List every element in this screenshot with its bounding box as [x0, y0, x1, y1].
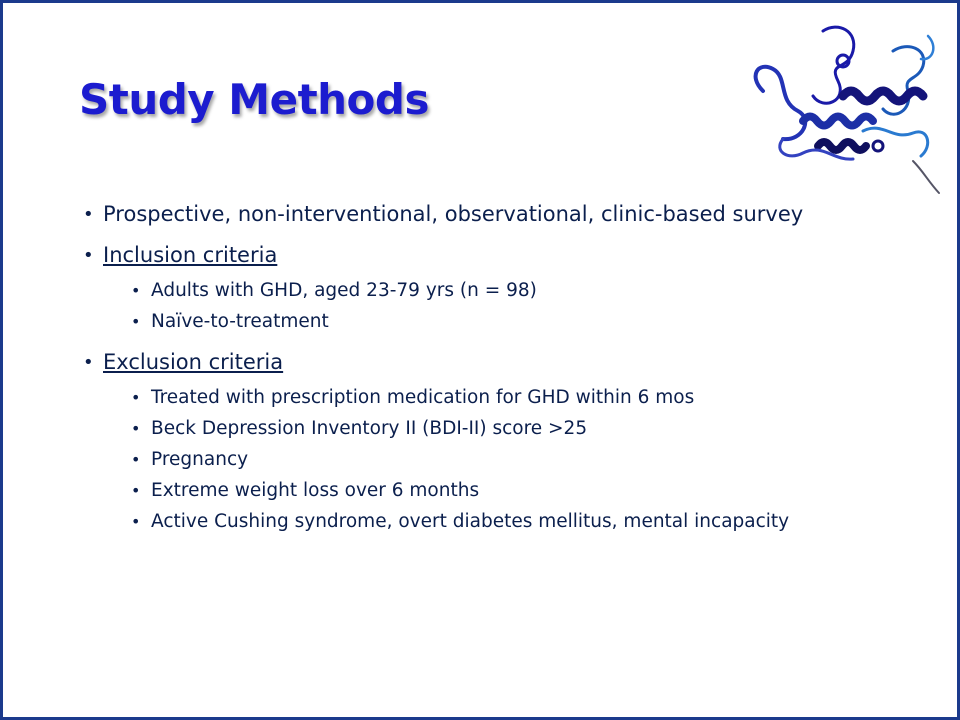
sub-bullet-text: Beck Depression Inventory II (BDI-II) score >25: [151, 418, 588, 439]
sub-bullet-text: Naïve-to-treatment: [151, 311, 329, 332]
bullet-marker: •: [131, 281, 141, 300]
bullet-list: [83, 199, 903, 547]
sub-bullet-text: Treated with prescription medication for GHD within 6 mos: [151, 387, 695, 408]
protein-structure-image: [743, 21, 943, 201]
bullet-marker: •: [131, 419, 141, 438]
bullet-marker: •: [131, 481, 141, 500]
sub-bullet-item: [103, 275, 903, 306]
sub-bullet-item: [103, 382, 903, 413]
bullet-item: [83, 347, 903, 537]
bullet-item: [83, 199, 903, 230]
bullet-marker: •: [131, 512, 141, 531]
slide-title: Study Methods: [79, 75, 429, 124]
inclusion-criteria-heading: Inclusion criteria: [103, 243, 278, 267]
sub-bullet-item: [103, 506, 903, 537]
sub-bullet-item: [103, 475, 903, 506]
sub-bullet-list: [103, 382, 903, 537]
bullet-marker: •: [131, 450, 141, 469]
sub-bullet-item: [103, 306, 903, 337]
sub-bullet-text: Pregnancy: [151, 449, 249, 470]
exclusion-criteria-heading: Exclusion criteria: [103, 350, 284, 374]
bullet-text: Prospective, non-interventional, observational, clinic-based survey: [103, 202, 804, 226]
bullet-item: [83, 240, 903, 337]
bullet-marker: •: [131, 312, 141, 331]
bullet-marker: •: [83, 352, 94, 373]
bullet-marker: •: [83, 204, 94, 225]
bullet-marker: •: [83, 245, 94, 266]
sub-bullet-text: Adults with GHD, aged 23-79 yrs (n = 98): [151, 280, 537, 301]
sub-bullet-list: [103, 275, 903, 337]
sub-bullet-item: [103, 413, 903, 444]
bullet-marker: •: [131, 388, 141, 407]
sub-bullet-item: [103, 444, 903, 475]
sub-bullet-text: Active Cushing syndrome, overt diabetes mellitus, mental incapacity: [151, 511, 790, 532]
sub-bullet-text: Extreme weight loss over 6 months: [151, 480, 480, 501]
